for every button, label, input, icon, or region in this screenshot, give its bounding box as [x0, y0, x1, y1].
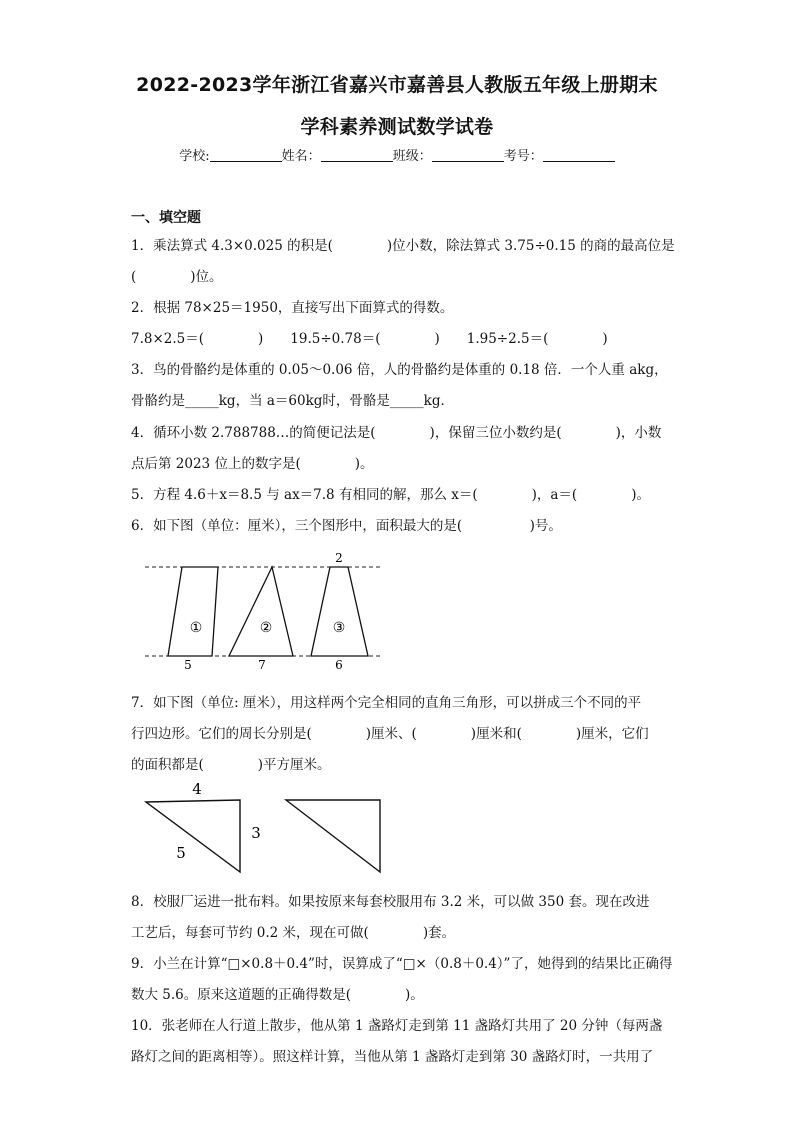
- question-10-line-2: 路灯之间的距离相等）。照这样计算，当他从第 1 盏路灯走到第 30 盏路灯时，一共用了: [131, 1049, 654, 1065]
- side-label-right: 3: [251, 824, 261, 842]
- school-blank[interactable]: [210, 147, 282, 162]
- question-4-line-1: 4．循环小数 2.788788…的简便记法是( )，保留三位小数约是( )，小数: [131, 425, 662, 441]
- question-8-line-1: 8．校服厂运进一批布料。如果按原来每套校服用布 3.2 米，可以做 350 套。现在改进: [131, 894, 650, 910]
- shape-label-3: ③: [332, 620, 346, 636]
- student-info-row: [0, 145, 794, 164]
- question-10-line-1: 10．张老师在人行道上散步，他从第 1 盏路灯走到第 11 盏路灯共用了 20 分钟（每两盏: [131, 1018, 663, 1034]
- page-title-line-2: 学科素养测试数学试卷: [300, 116, 494, 138]
- question-7-line-2: 行四边形。它们的周长分别是( )厘米、( )厘米和( )厘米，它们: [131, 726, 649, 742]
- id-blank[interactable]: [543, 147, 615, 162]
- base-label-trapezoid: 6: [335, 658, 343, 672]
- question-2-line-2: 7.8×2.5＝( ) 19.5÷0.78＝( ) 1.95÷2.5＝( ): [131, 331, 608, 347]
- id-label: 考号：: [503, 149, 543, 164]
- side-label-top: 4: [192, 780, 202, 798]
- page-title-line-1: 2022-2023学年浙江省嘉兴市嘉善县人教版五年级上册期末: [136, 74, 658, 96]
- shape-label-2: ②: [259, 620, 273, 636]
- question-7-line-3: 的面积都是( )平方厘米。: [131, 757, 331, 773]
- question-6-line: 6．如下图（单位：厘米），三个图形中，面积最大的是( )号。: [131, 518, 562, 534]
- base-label-parallelogram: 5: [184, 658, 192, 672]
- figure-7-triangles: [140, 778, 400, 878]
- labeled-right-triangle: [146, 800, 240, 872]
- copy-right-triangle: [286, 800, 380, 872]
- trapezoid-shape: [311, 567, 368, 656]
- class-label: 班级：: [392, 149, 432, 164]
- question-9-line-1: 9．小兰在计算“□×0.8＋0.4”时，误算成了“□×（0.8＋0.4）”了，她得到的结果比正确得: [131, 956, 673, 972]
- question-3-line-2: 骨骼约是_____kg，当 a＝60kg时，骨骼是_____kg．: [131, 393, 454, 409]
- name-blank[interactable]: [321, 147, 393, 162]
- question-4-line-2: 点后第 2023 位上的数字是( )。: [131, 456, 374, 472]
- side-label-hypotenuse: 5: [176, 844, 186, 862]
- name-label: 姓名：: [281, 149, 321, 164]
- question-1-line-2: ( )位。: [131, 269, 223, 285]
- question-5-line: 5．方程 4.6＋x＝8.5 与 ax＝7.8 有相同的解，那么 x＝( )，a＝( )。: [131, 487, 650, 503]
- question-3-line-1: 3．鸟的骨骼约是体重的 0.05～0.06 倍，人的骨骼约是体重的 0.18 倍．一个人重 akg，: [131, 362, 668, 378]
- triangle-shape: [229, 567, 293, 656]
- figure-6-shapes: [140, 548, 390, 672]
- top-label-trapezoid: 2: [335, 551, 343, 565]
- question-9-line-2: 数大 5.6。原来这道题的正确得数是( )。: [131, 987, 424, 1003]
- question-7-line-1: 7．如下图（单位: 厘米），用这样两个完全相同的直角三角形，可以拼成三个不同的平: [131, 695, 642, 711]
- section-heading-fill-blank: 一、填空题: [131, 210, 201, 226]
- base-label-triangle: 7: [258, 658, 266, 672]
- question-2-line-1: 2．根据 78×25＝1950，直接写出下面算式的得数。: [131, 300, 454, 316]
- shape-label-1: ①: [189, 620, 203, 636]
- parallelogram-shape: [168, 567, 218, 656]
- question-1-line-1: 1．乘法算式 4.3×0.025 的积是( )位小数，除法算式 3.75÷0.15 的商的最高位是: [131, 238, 675, 254]
- question-8-line-2: 工艺后，每套可节约 0.2 米，现在可做( )套。: [131, 925, 456, 941]
- school-label: 学校:: [179, 149, 210, 164]
- class-blank[interactable]: [432, 147, 504, 162]
